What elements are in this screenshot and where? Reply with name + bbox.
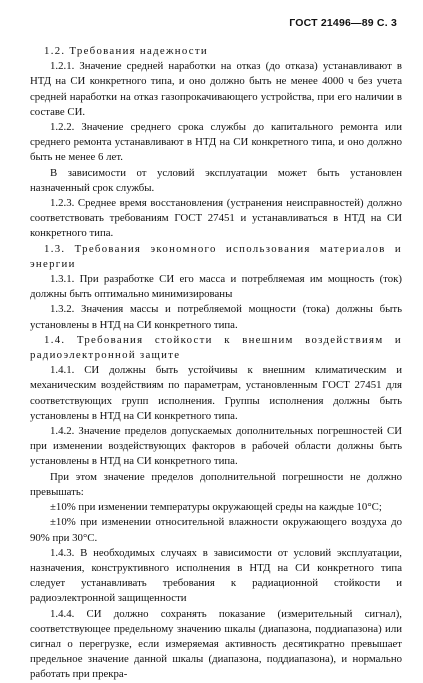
paragraph: 1.2.3. Среднее время восстановления (устранения неисправностей) должно соответствовать требованиям ГОСТ 27451 и устанавливаться в НТД на СИ конкретного типа. [30,197,402,240]
paragraph: 1.2.2. Значение среднего срока службы до капитального ремонта или среднего ремонта устанавливают в НТД на СИ конкретного типа, и оно должно быть не менее 6 лет. [30,121,402,164]
section-heading: 1.2. Требования надежности [44,45,208,57]
paragraph: 1.3.2. Значения массы и потребляемой мощности (тока) должны быть установлены в НТД на СИ конкретного типа. [30,303,402,331]
section-heading: 1.4. Требования стойкости к внешним воздействиям и радиоэлектронной защите [30,333,402,362]
paragraph: 1.4.4. СИ должно сохранять показание (измерительный сигнал), соответствующее предельному значению шкалы (диапазона, поддиапазона) или сигнал о перегрузке, если измеряемая активность десятикратно превышает предельное значение данной шкалы (диапазона, поддиапазона), и нормально работать при прекра- [30,607,402,681]
paragraph: ±10% при изменении температуры окружающей среды на каждые 10°С; [50,501,382,514]
paragraph: 1.4.1. СИ должны быть устойчивы к внешним климатическим и механическим воздействиям по параметрам, установленным ГОСТ 27451 для соответствующих групп исполнения. Группы исполнения должны быть установлены в НТД на СИ конкретного типа. [30,364,402,422]
paragraph: 1.3.1. При разработке СИ его масса и потребляемая им мощность (ток) должны быть оптимально минимизированы [30,273,402,301]
paragraph: При этом значение пределов дополнительной погрешности не должно превышать: [30,470,402,498]
section-heading: 1.3. Требования экономного использования материалов и энергии [30,242,402,270]
page-header: ГОСТ 21496—89 С. 3 [289,17,397,29]
paragraph: 1.4.3. В необходимых случаях в зависимости от условий эксплуатации, назначения, конструктивного исполнения в НТД на СИ конкретного типа следует устанавливать требования к радиационной стойкости и радиоэлектронной защищенности [30,546,402,605]
paragraph: 1.4.2. Значение пределов допускаемых дополнительных погрешностей СИ при изменении воздействующих факторов в рабочей области должны быть установлены в НТД на СИ конкретного типа. [30,425,402,468]
paragraph: 1.2.1. Значение средней наработки на отказ (до отказа) устанавливают в НТД на СИ конкретного типа, и оно должно быть не менее 4000 ч без учета средней наработки на отказ газопрокачивающего устройства, при его наличии в составе СИ. [30,60,402,118]
paragraph: В зависимости от условий эксплуатации может быть установлен назначенный срок службы. [30,166,402,194]
paragraph: ±10% при изменении относительной влажности окружающего воздуха до 90% при 30°С. [30,516,402,544]
document-body [30,44,402,683]
